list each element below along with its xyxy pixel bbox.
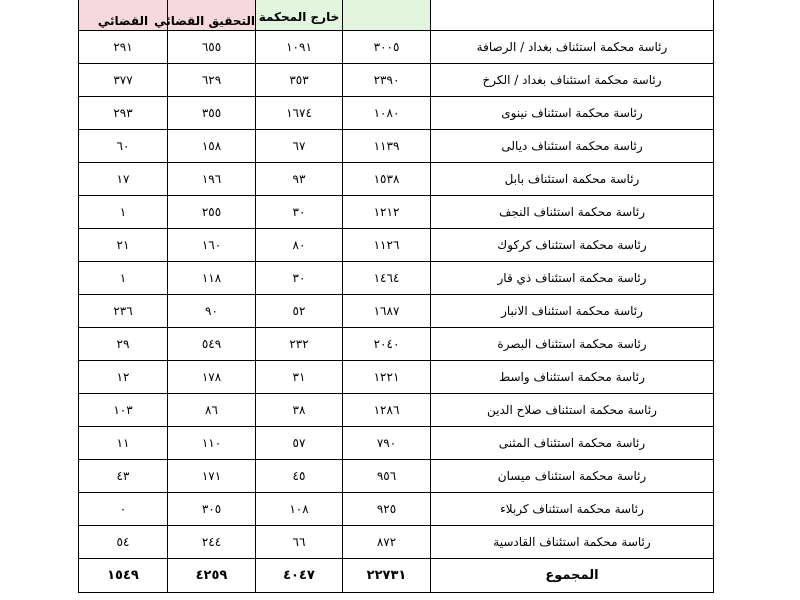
table-row — [79, 262, 714, 295]
table-body — [79, 0, 714, 593]
court-name-cell: رئاسة محكمة استئناف بغداد / الرصافة — [431, 31, 714, 64]
value-cell-d: ٢٩ — [79, 328, 168, 361]
value-cell-a: ١٤٦٤ — [343, 262, 431, 295]
table-row — [79, 295, 714, 328]
statistics-table — [78, 0, 714, 593]
value-cell-a: ١١٢٦ — [343, 229, 431, 262]
value-cell-c: ٣٠٥ — [168, 493, 256, 526]
value-cell-b: ٣٠ — [256, 196, 343, 229]
value-cell-c: ١١٠ — [168, 427, 256, 460]
value-cell-b: ٣٠ — [256, 262, 343, 295]
value-cell-d: ١ — [79, 196, 168, 229]
court-name-cell: رئاسة محكمة استئناف البصرة — [431, 328, 714, 361]
header-column-c — [154, 0, 256, 31]
table-row — [79, 361, 714, 394]
value-cell-c: ٥٤٩ — [168, 328, 256, 361]
value-cell-d: ١٧ — [79, 163, 168, 196]
value-cell-b: ٣٨ — [256, 394, 343, 427]
court-name-cell: رئاسة محكمة استئناف ميسان — [431, 460, 714, 493]
table-row — [79, 328, 714, 361]
value-cell-a: ١٠٨٠ — [343, 97, 431, 130]
court-name-cell: رئاسة محكمة استئناف ديالى — [431, 130, 714, 163]
value-cell-a: ٣٠٠٥ — [343, 31, 431, 64]
table-row — [79, 163, 714, 196]
value-cell-b: ٣٥٣ — [256, 64, 343, 97]
court-name-cell: رئاسة محكمة استئناف كربلاء — [431, 493, 714, 526]
total-label: المجموع — [431, 559, 714, 593]
value-cell-c: ٣٥٥ — [168, 97, 256, 130]
table-row — [79, 493, 714, 526]
value-cell-d: ١٢ — [79, 361, 168, 394]
value-cell-a: ١٢٨٦ — [343, 394, 431, 427]
value-cell-a: ٩٢٥ — [343, 493, 431, 526]
total-value-b: ٤٠٤٧ — [256, 559, 343, 593]
table-row — [79, 97, 714, 130]
value-cell-a: ٢٠٤٠ — [343, 328, 431, 361]
court-name-cell: رئاسة محكمة استئناف صلاح الدين — [431, 394, 714, 427]
value-cell-c: ١٥٨ — [168, 130, 256, 163]
value-cell-b: ٥٧ — [256, 427, 343, 460]
value-cell-d: ٢٩٣ — [79, 97, 168, 130]
court-name-cell: رئاسة محكمة استئناف واسط — [431, 361, 714, 394]
court-name-cell: رئاسة محكمة استئناف الانبار — [431, 295, 714, 328]
header-column-b-label: خارج المحكمة — [258, 10, 340, 24]
value-cell-c: ٨٦ — [168, 394, 256, 427]
value-cell-d: ٠ — [79, 493, 168, 526]
value-cell-d: ٣٧٧ — [79, 64, 168, 97]
table-row — [79, 229, 714, 262]
value-cell-c: ١٩٦ — [168, 163, 256, 196]
header-column-b — [256, 0, 343, 31]
value-cell-d: ٢٩١ — [79, 31, 168, 64]
value-cell-b: ١٦٧٤ — [256, 97, 343, 130]
table-row — [79, 427, 714, 460]
table-row — [79, 196, 714, 229]
court-name-cell: رئاسة محكمة استئناف بابل — [431, 163, 714, 196]
value-cell-d: ٢٣٦ — [79, 295, 168, 328]
value-cell-d: ١ — [79, 262, 168, 295]
value-cell-b: ٨٠ — [256, 229, 343, 262]
header-column-c-label: التحقيق القضائي — [154, 14, 255, 28]
value-cell-c: ٦٢٩ — [168, 64, 256, 97]
table-row — [79, 460, 714, 493]
value-cell-b: ١٠٨ — [256, 493, 343, 526]
value-cell-c: ٢٤٤ — [168, 526, 256, 559]
total-value-d: ١٥٤٩ — [79, 559, 168, 593]
value-cell-a: ٢٣٩٠ — [343, 64, 431, 97]
table-row — [79, 130, 714, 163]
header-court-name — [431, 0, 714, 31]
total-value-a: ٢٢٧٣١ — [343, 559, 431, 593]
value-cell-c: ١١٨ — [168, 262, 256, 295]
header-column-d — [79, 0, 168, 31]
value-cell-c: ١٧١ — [168, 460, 256, 493]
value-cell-a: ١٥٣٨ — [343, 163, 431, 196]
value-cell-d: ١٠٣ — [79, 394, 168, 427]
value-cell-c: ٩٠ — [168, 295, 256, 328]
table-row — [79, 394, 714, 427]
value-cell-a: ١٢١٢ — [343, 196, 431, 229]
value-cell-b: ٦٦ — [256, 526, 343, 559]
court-name-cell: رئاسة محكمة استئناف نينوى — [431, 97, 714, 130]
value-cell-a: ٩٥٦ — [343, 460, 431, 493]
value-cell-b: ٣١ — [256, 361, 343, 394]
court-name-cell: رئاسة محكمة استئناف بغداد / الكرخ — [431, 64, 714, 97]
court-name-cell: رئاسة محكمة استئناف النجف — [431, 196, 714, 229]
value-cell-d: ٦٠ — [79, 130, 168, 163]
value-cell-c: ٦٥٥ — [168, 31, 256, 64]
value-cell-a: ٧٩٠ — [343, 427, 431, 460]
table-header-row — [79, 0, 714, 31]
total-row — [79, 559, 714, 593]
header-column-d-label: القضائي — [97, 14, 149, 28]
value-cell-a: ١٦٨٧ — [343, 295, 431, 328]
value-cell-a: ١٢٢١ — [343, 361, 431, 394]
value-cell-d: ١١ — [79, 427, 168, 460]
value-cell-b: ٥٢ — [256, 295, 343, 328]
value-cell-b: ٢٣٢ — [256, 328, 343, 361]
value-cell-a: ٨٧٢ — [343, 526, 431, 559]
value-cell-c: ٢٥٥ — [168, 196, 256, 229]
court-name-cell: رئاسة محكمة استئناف المثنى — [431, 427, 714, 460]
value-cell-c: ١٦٠ — [168, 229, 256, 262]
value-cell-b: ٩٣ — [256, 163, 343, 196]
value-cell-d: ٤٣ — [79, 460, 168, 493]
table-row — [79, 526, 714, 559]
value-cell-b: ١٠٩١ — [256, 31, 343, 64]
table-row — [79, 31, 714, 64]
total-value-c: ٤٢٥٩ — [168, 559, 256, 593]
value-cell-b: ٦٧ — [256, 130, 343, 163]
value-cell-d: ٢١ — [79, 229, 168, 262]
court-name-cell: رئاسة محكمة استئناف كركوك — [431, 229, 714, 262]
value-cell-a: ١١٣٩ — [343, 130, 431, 163]
value-cell-d: ٥٤ — [79, 526, 168, 559]
header-column-a — [343, 0, 431, 31]
value-cell-c: ١٧٨ — [168, 361, 256, 394]
court-name-cell: رئاسة محكمة استئناف ذي قار — [431, 262, 714, 295]
court-name-cell: رئاسة محكمة استئناف القادسية — [431, 526, 714, 559]
value-cell-b: ٤٥ — [256, 460, 343, 493]
table-row — [79, 64, 714, 97]
